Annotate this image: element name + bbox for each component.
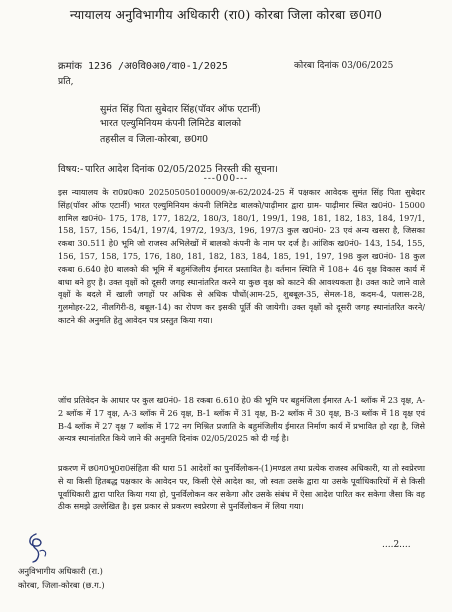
office-stamp-place: कोरबा, जिला-कोरबा (छ.ग.) xyxy=(18,580,105,590)
body-paragraph-1: इस न्यायालय के रा0प्र0क0 202505050100009/अ-62/2024-25 में पक्षकार आवेदक सुमंत सिंह पिता सुबेदार सिंह(पॉवर ऑफ एटार्नी) भारत एल्युमिनियम कंपनी लिमिटेड बालको/पाढ़ीमार द्वारा ग्राम- पाढ़ीमार स्थित ख0नं0- 15000 शामिल ख0नं0- 175, 178, 177, 182/2, 180/3, 180/1, 199/1, 198, 181, 182, 183, 184, 197/1, 158, 157, 156, 154/1, 197/4, 197/2, 193/3, 196, 197/3 कुल ख0नं0- 23 एवं अन्य खसरा है, जिसका रकबा 30.511 हे0 भूमि जो राजस्व अभिलेखों में बालको कंपनी के नाम पर दर्ज है। आंशिक ख0नं0- 143, 154, 155, 156, 157, 158, 175, 176, 180, 181, 182, 183, 184, 185, 191, 197, 198 कुल ख0नं0- 18 कुल रकबा 6.640 हे0 बालको की भूमि में बहुमंजिलीय ईमारत प्रस्तावित है। वर्तमान स्थिति में 108+ 46 वृक्ष विकास कार्य में बाधा बने हुए है। उक्त वृक्षों को दूसरी जगह स्थानांतरित करने या कुछ वृक्ष को काटने की आवश्यकता है। उक्त काटे जाने वाले वृक्षों के बदले में खाली जगहों पर अधिक से अधिक पौधों(आम-25, शुबबूल-35, सेमल-18, कदम-4, पलास-28, गुलमोहर-22, नीलगिरी-8, बबूल-14) का रोपण कर इसकी पूर्ति की जायेगी। उक्त वृक्षों को दूसरी जगह स्थानांतरित करने/काटने की अनुमति हेतु आवेदन पत्र प्रस्तुत किया गया। xyxy=(58,187,425,325)
section-separator: ---000--- xyxy=(203,174,249,184)
body-paragraph-2: जॉच प्रतिवेदन के आधार पर कुल ख0नं0- 18 रकबा 6.610 हे0 की भूमि पर बहुमंजिला ईमारत A-1 ब्लॉक में 23 वृक्ष, A-2 ब्लॉक में 17 वृक्ष, A-3 ब्लॉक में 26 वृक्ष, B-1 ब्लॉक में 31 वृक्ष, B-2 ब्लॉक में 30 वृक्ष, B-3 ब्लॉक में 18 वृक्ष एवं B-4 ब्लॉक में 27 वृक्ष 7 ब्लॉक में 172 नग मिश्रित प्रजाति के बहुमंजिलीय ईमारत निर्माण कार्य में प्रभावित हो रहा है, जिसे अन्यत्र स्थानांतरित किये जाने की अनुमति दिनांक 02/05/2025 को दी गई है। xyxy=(58,395,425,444)
office-stamp-title: अनुविभागीय अधिकारी (रा.) xyxy=(18,566,103,576)
recipient-name: सुमंत सिंह पिता सुबेदार सिंह(पॉवर ऑफ एटार्नी) xyxy=(100,104,261,115)
page-continuation-marker: ....2.... xyxy=(382,540,411,550)
memo-number: क्रमांक 1236 /अ0वि0अ0/वा0-1/2025 xyxy=(58,61,228,72)
court-header: न्यायालय अनुविभागीय अधिकारी (रा0) कोरबा जिला कोरबा छ0ग0 xyxy=(69,7,383,22)
subject-label: विषय:- xyxy=(58,164,84,175)
memo-date: कोरबा दिनांक 03/06/2025 xyxy=(294,61,394,71)
subject-text: पारित आदेश दिनांक 02/05/2025 निरस्ती की सूचना। xyxy=(85,164,279,175)
signature-mark xyxy=(24,531,54,565)
recipient-prefix: प्रति, xyxy=(58,77,74,87)
recipient-company: भारत एल्युमिनियम कंपनी लिमिटेड बालको xyxy=(100,118,242,129)
recipient-address: तहसील व जिला-कोरबा, छ0ग0 xyxy=(100,134,209,145)
body-paragraph-3: प्रकरण में छ0ग0भू0रा0संहिता की धारा 51 आदेशों का पुनर्विलोकन-(1)मण्डल तथा प्रत्येक राजस्व अधिकारी, या तो स्वप्रेरणा से या किसी हितबद्ध पक्षकार के आवेदन पर, किसी ऐसे आदेश का, जो स्वतः उसके द्वारा या उसके पूर्वाधिकारियों में से किसी पूर्वाधिकारी द्वारा पारित किया गया हो, पुनर्विलोकन कर सकेगा और उसके संबंध में ऐसा आदेश पारित कर सकेगा जैसा कि वह ठीक समझे उल्लेखित है। इस प्रकार से प्रकरण स्वप्रेरणा से पुनर्विलोकन में लिया गया। xyxy=(58,463,425,512)
